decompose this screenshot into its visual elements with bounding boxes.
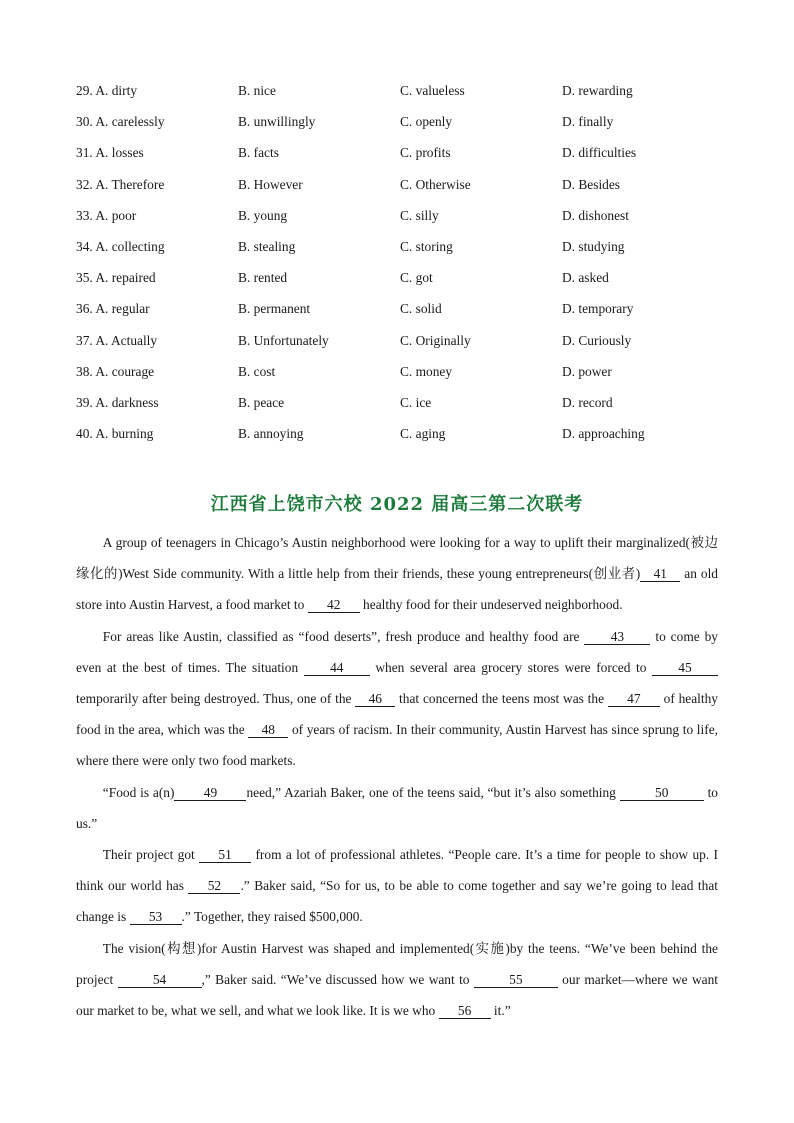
blank-43: 43 (584, 630, 650, 645)
option-b: B. However (238, 176, 303, 192)
paragraph-5: The vision(构想)for Austin Harvest was shaped and implemented(实施)by the teens. “We’ve been behind the project 54 ,” Baker said. “We’ve discussed how we want to 55 our market—where we want our market to be, what we sell, and what we look like. It is we who 56 it.” (76, 940, 718, 1019)
blank-42: 42 (308, 598, 360, 613)
paragraph-1: A group of teenagers in Chicago’s Austin neighborhood were looking for a way to uplift their marginalized(被边缘化的)West Side community. With a little help from their friends, these young entrepreneurs(创业者) 41 an old store into Austin Harvest, a food market to 42 healthy food for their undeserved neighborhood. (76, 535, 718, 613)
option-c: C. profits (400, 145, 451, 161)
option-a: 34. A. collecting (76, 238, 165, 254)
option-c: C. valueless (400, 83, 465, 98)
option-d: D. rewarding (562, 83, 633, 98)
option-d: D. studying (562, 238, 625, 254)
option-d: D. dishonest (562, 207, 629, 223)
option-row (76, 236, 736, 267)
question-number: 31. (76, 145, 93, 161)
option-d: D. difficulties (562, 145, 637, 161)
question-number: 33. (76, 207, 93, 223)
option-d: D. asked (562, 270, 609, 286)
option-row (76, 423, 736, 454)
option-c: C. aging (400, 426, 446, 442)
option-row (76, 392, 736, 423)
option-row (76, 80, 736, 111)
question-number: 38. (76, 363, 93, 379)
option-b: B. young (238, 207, 288, 223)
section-title: 江西省上饶市六校 2022 届高三第二次联考 (210, 494, 584, 515)
option-c: C. Originally (400, 332, 471, 348)
option-b: B. annoying (238, 426, 304, 442)
question-number: 40. (76, 426, 93, 442)
option-d: D. Besides (562, 176, 621, 192)
cloze-passage (76, 527, 718, 1026)
question-number: 36. (76, 301, 93, 317)
question-number: 29. (76, 83, 93, 98)
option-row (76, 111, 736, 142)
blank-41: 41 (640, 567, 680, 582)
option-a: 32. A. Therefore (76, 176, 165, 192)
option-a: 33. A. poor (76, 207, 137, 223)
question-number: 34. (76, 238, 93, 254)
option-b: B. facts (238, 145, 279, 161)
option-b: B. nice (238, 83, 276, 98)
blank-55: 55 (474, 973, 558, 988)
question-number: 39. (76, 394, 93, 410)
question-number: 35. (76, 270, 93, 286)
paragraph-4: Their project got 51 from a lot of professional athletes. “People care. It’s a time for people to show up. I think our world has 52 .” Baker said, “So for us, to be able to come together and say we’re going to lead that change is 53 .” Together, they raised $500,000. (76, 847, 719, 925)
option-row (76, 298, 736, 329)
option-b: B. peace (238, 394, 285, 410)
option-row (76, 361, 736, 392)
option-a: 36. A. regular (76, 301, 150, 317)
option-a: 31. A. losses (76, 145, 144, 161)
question-number: 32. (76, 176, 93, 192)
option-b: B. unwillingly (238, 114, 316, 130)
blank-52: 52 (188, 879, 240, 894)
option-b: B. rented (238, 270, 288, 286)
option-a: 39. A. darkness (76, 394, 159, 410)
option-d: D. power (562, 363, 612, 379)
blank-48: 48 (248, 723, 288, 738)
option-c: C. got (400, 270, 433, 286)
blank-49: 49 (174, 786, 246, 801)
option-d: D. Curiously (562, 332, 632, 348)
option-c: C. openly (400, 114, 453, 130)
option-c: C. solid (400, 301, 442, 317)
option-b: B. Unfortunately (238, 332, 329, 348)
option-b: B. cost (238, 363, 276, 379)
option-row (76, 174, 736, 205)
question-number: 37. (76, 332, 93, 348)
blank-54: 54 (118, 973, 202, 988)
option-a: 30. A. carelessly (76, 114, 165, 130)
option-d: D. approaching (562, 426, 645, 442)
option-a: 37. A. Actually (76, 332, 158, 348)
option-a: 38. A. courage (76, 363, 155, 379)
option-c: C. Otherwise (400, 176, 471, 192)
blank-51: 51 (199, 848, 251, 863)
option-row (76, 205, 736, 236)
option-c: C. money (400, 363, 453, 379)
option-d: D. temporary (562, 301, 634, 317)
option-c: C. ice (400, 394, 432, 410)
option-c: C. storing (400, 238, 453, 254)
option-row (76, 142, 736, 173)
option-b: B. permanent (238, 301, 311, 317)
blank-47: 47 (608, 692, 660, 707)
blank-50: 50 (620, 786, 704, 801)
option-d: D. record (562, 394, 613, 410)
option-row (76, 267, 736, 298)
paragraph-2: For areas like Austin, classified as “food deserts”, fresh produce and healthy food are 43 to come by even at the best of times. The situation 44 when several area grocery stores were forced to 45 temporarily after being destroyed. Thus, one of the 46 that concerned the teens most was the 47 of healthy food in the area, which was the 48 of years of racism. In their community, Austin Harvest has since sprung to life, where there were only two food markets. (76, 628, 719, 769)
blank-46: 46 (355, 692, 395, 707)
paragraph-3: “Food is a(n) 49 need,” Azariah Baker, one of the teens said, “but it’s also something 50 to us.” (76, 784, 718, 831)
option-b: B. stealing (238, 238, 296, 254)
blank-53: 53 (130, 910, 182, 925)
question-number: 30. (76, 114, 93, 130)
option-a: 40. A. burning (76, 426, 154, 442)
option-d: D. finally (562, 114, 614, 130)
answer-options-list (76, 80, 736, 454)
blank-56: 56 (439, 1004, 491, 1019)
option-a: 35. A. repaired (76, 270, 156, 286)
blank-45: 45 (652, 661, 718, 676)
option-c: C. silly (400, 207, 439, 223)
option-row (76, 330, 736, 361)
option-a: 29. A. dirty (76, 83, 138, 98)
blank-44: 44 (304, 661, 370, 676)
